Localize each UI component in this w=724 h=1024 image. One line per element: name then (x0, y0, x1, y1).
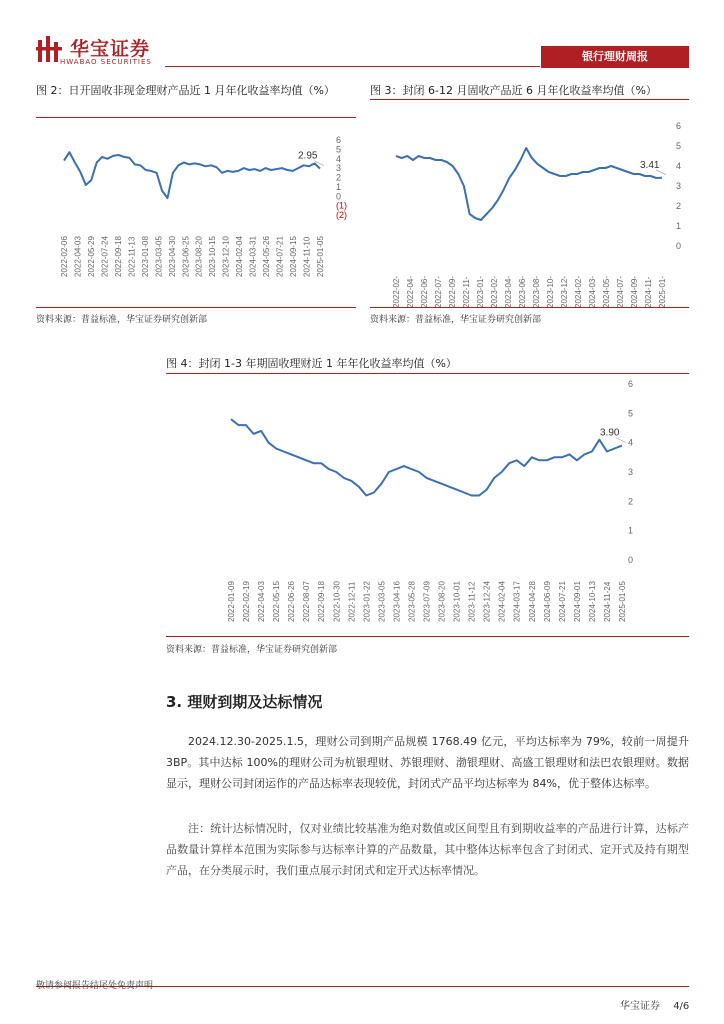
x-tick-label: 2024-11-24 (602, 581, 612, 622)
x-tick-label: 2024-05- (602, 275, 611, 308)
figure-4-chart (166, 376, 689, 632)
y-tick-label: 5 (336, 144, 342, 155)
x-tick-label: 2024-09- (630, 275, 639, 308)
x-tick-label: 2022-02-19 (242, 581, 252, 622)
brand-name-cn: 华宝证券 (70, 38, 151, 60)
x-tick-label: 2022-10-30 (332, 581, 342, 622)
x-tick-label: 2024-03-17 (512, 581, 522, 622)
x-tick-label: 2022-08-07 (302, 581, 312, 622)
x-tick-label: 2023-10-01 (452, 581, 462, 622)
y-tick-label: (1) (336, 200, 347, 211)
x-tick-label: 2022-07- (434, 275, 443, 308)
x-tick-label: 2024-06-09 (542, 581, 552, 622)
x-tick-label: 2024-11-10 (302, 236, 312, 277)
x-tick-label: 2023-03-05 (154, 236, 164, 277)
line-chart-svg (36, 120, 356, 277)
x-tick-label: 2025-01-05 (618, 581, 627, 622)
x-tick-label: 2023-05-28 (407, 581, 417, 622)
figure-2-top-rule (36, 117, 356, 118)
y-tick-label: 5 (628, 408, 634, 419)
disclaimer-note: 敬请参阅报告结尾处免责声明 (36, 981, 154, 991)
end-value-label: 2.95 (298, 150, 318, 162)
y-tick-label: 3 (676, 181, 682, 191)
figure-3-bottom-rule (370, 307, 689, 308)
y-tick-label: 1 (676, 221, 682, 231)
x-tick-label: 2023-03-05 (377, 581, 387, 622)
page-number: 4/6 (673, 1001, 690, 1012)
figure-2-chart (36, 120, 356, 277)
x-tick-label: 2023-01-22 (362, 581, 372, 622)
x-tick-label: 2023-04-16 (392, 581, 402, 622)
y-tick-label: 6 (336, 135, 342, 145)
end-value-leader (616, 438, 626, 443)
y-tick-label: 4 (336, 153, 342, 164)
report-type-badge: 银行理财周报 (541, 46, 689, 68)
x-tick-label: 2023-06- (518, 275, 527, 308)
footer-company: 华宝证券 (620, 1001, 660, 1012)
figure-4-title: 图 4：封闭 1-3 年期固收理财近 1 年年化收益率均值（%） (166, 357, 457, 370)
x-tick-label: 2024-07- (616, 275, 625, 308)
series-line (231, 419, 622, 495)
x-tick-label: 2024-05-26 (262, 236, 272, 277)
x-tick-label: 2023-01- (476, 275, 485, 308)
figure-4-bottom-rule (166, 636, 689, 637)
x-tick-label: 2023-10- (546, 275, 555, 308)
x-tick-label: 2025-01- (658, 275, 667, 308)
line-chart-svg (370, 102, 689, 308)
y-tick-label: 6 (676, 121, 682, 131)
y-tick-label: 1 (336, 181, 342, 192)
figure-4-top-rule (166, 373, 689, 374)
y-tick-label: 4 (628, 437, 634, 448)
figure-2-title: 图 2：日开固收非现金理财产品近 1 月年化收益率均值（%） (36, 84, 335, 97)
y-tick-label: (2) (336, 210, 347, 220)
series-line (64, 152, 320, 198)
x-tick-label: 2022-09-18 (113, 236, 123, 277)
x-tick-label: 2024-09-15 (289, 236, 299, 277)
footer-page-info (620, 997, 689, 1012)
figure-2-source: 资料来源：普益标准，华宝证券研究创新部 (36, 315, 208, 325)
end-value-label: 3.41 (640, 159, 660, 171)
series-line (396, 148, 662, 220)
x-tick-label: 2022-11- (462, 276, 471, 308)
x-tick-label: 2024-02-04 (497, 581, 507, 622)
y-tick-label: 4 (676, 161, 682, 171)
y-tick-label: 6 (628, 379, 634, 389)
x-tick-label: 2024-02-04 (235, 236, 245, 277)
x-tick-label: 2024-09-01 (572, 581, 582, 622)
figure-4-source: 资料来源：普益标准，华宝证券研究创新部 (166, 645, 338, 655)
x-tick-label: 2023-04- (504, 275, 513, 308)
x-tick-label: 2024-03-31 (248, 236, 258, 277)
line-chart-svg (166, 376, 689, 632)
x-tick-label: 2022-04-03 (257, 581, 267, 622)
x-tick-label: 2024-02- (574, 275, 583, 308)
x-tick-label: 2023-01-08 (140, 236, 150, 277)
end-value-leader (656, 170, 666, 175)
x-tick-label: 2022-07-24 (100, 236, 110, 277)
x-tick-label: 2022-05-15 (272, 581, 282, 622)
x-tick-label: 2023-12- (560, 275, 569, 308)
x-tick-label: 2023-10-15 (208, 236, 218, 277)
x-tick-label: 2022-11-13 (127, 236, 137, 277)
x-tick-label: 2022-02-06 (60, 236, 69, 277)
y-tick-label: 2 (336, 172, 342, 183)
x-tick-label: 2022-05-29 (86, 236, 96, 277)
x-tick-label: 2023-12-10 (221, 236, 231, 277)
figure-3-top-rule (370, 99, 689, 100)
x-tick-label: 2023-08-20 (194, 236, 204, 277)
x-tick-label: 2023-06-25 (181, 236, 191, 277)
x-tick-label: 2024-10-13 (587, 581, 597, 622)
y-tick-label: 2 (628, 496, 634, 507)
x-tick-label: 2023-07-09 (422, 581, 432, 622)
x-tick-label: 2025-01-05 (316, 236, 325, 277)
figure-2-bottom-rule (36, 307, 356, 308)
x-tick-label: 2022-01-09 (227, 581, 236, 622)
end-value-label: 3.90 (600, 427, 620, 439)
y-tick-label: 3 (628, 467, 634, 477)
x-tick-label: 2023-04-30 (167, 236, 177, 277)
x-tick-label: 2022-04-03 (73, 236, 83, 277)
x-tick-label: 2023-11-12 (467, 581, 477, 622)
figure-3-title: 图 3：封闭 6-12 月固收产品近 6 月年化收益率均值（%） (370, 84, 657, 97)
x-tick-label: 2022-09- (448, 275, 457, 308)
x-tick-label: 2022-04- (406, 275, 415, 308)
section-paragraph-1: 2024.12.30-2025.1.5，理财公司到期产品规模 1768.49 亿元，平均达标率为 79%，较前一周提升 3BP。其中达标 100%的理财公司为杭银理财、苏银理财、渤银理财、高盛工银理财和法巴农银理财。数据显示，理财公司封闭运作的产品达标率表现较优，封闭式产品平均达标率为 84%，优于整体达标率。 (166, 735, 689, 790)
y-tick-label: 0 (336, 191, 342, 202)
y-tick-label: 2 (676, 201, 682, 211)
figure-3-chart (370, 102, 689, 308)
x-tick-label: 2022-06-26 (287, 581, 297, 622)
x-tick-label: 2022-12-11 (347, 581, 357, 622)
x-tick-label: 2024-04-28 (527, 581, 537, 622)
x-tick-label: 2022-06- (420, 275, 429, 308)
x-tick-label: 2024-11- (644, 276, 653, 308)
y-tick-label: 0 (676, 241, 682, 251)
x-tick-label: 2023-02- (490, 275, 499, 308)
section-note: 注：统计达标情况时，仅对业绩比较基准为绝对数值或区间型且有到期收益率的产品进行计算，达标产品数量计算样本范围为实际参与达标率计算的产品数量，其中整体达标率包含了封闭式、定开式及持有期型产品，在分类展示时，我们重点展示封闭式和定开式达标率情况。 (166, 822, 689, 877)
x-tick-label: 2022-09-18 (317, 581, 327, 622)
x-tick-label: 2023-08- (532, 275, 541, 308)
y-tick-label: 0 (628, 555, 634, 565)
x-tick-label: 2023-12-24 (482, 581, 492, 622)
x-tick-label: 2024-07-21 (275, 236, 285, 277)
figure-3-source: 资料来源：普益标准，华宝证券研究创新部 (370, 315, 542, 325)
brand-name-en: HWABAO SECURITIES (60, 58, 152, 66)
x-tick-label: 2023-08-20 (437, 581, 447, 622)
x-tick-label: 2024-07-21 (557, 581, 567, 622)
x-tick-label: 2024-03- (588, 275, 597, 308)
y-tick-label: 1 (628, 525, 634, 536)
y-tick-label: 3 (336, 163, 342, 174)
x-tick-label: 2022-02- (392, 275, 401, 308)
header-divider (165, 66, 540, 67)
y-tick-label: 5 (676, 141, 682, 151)
section-title: 3. 理财到期及达标情况 (166, 693, 323, 711)
